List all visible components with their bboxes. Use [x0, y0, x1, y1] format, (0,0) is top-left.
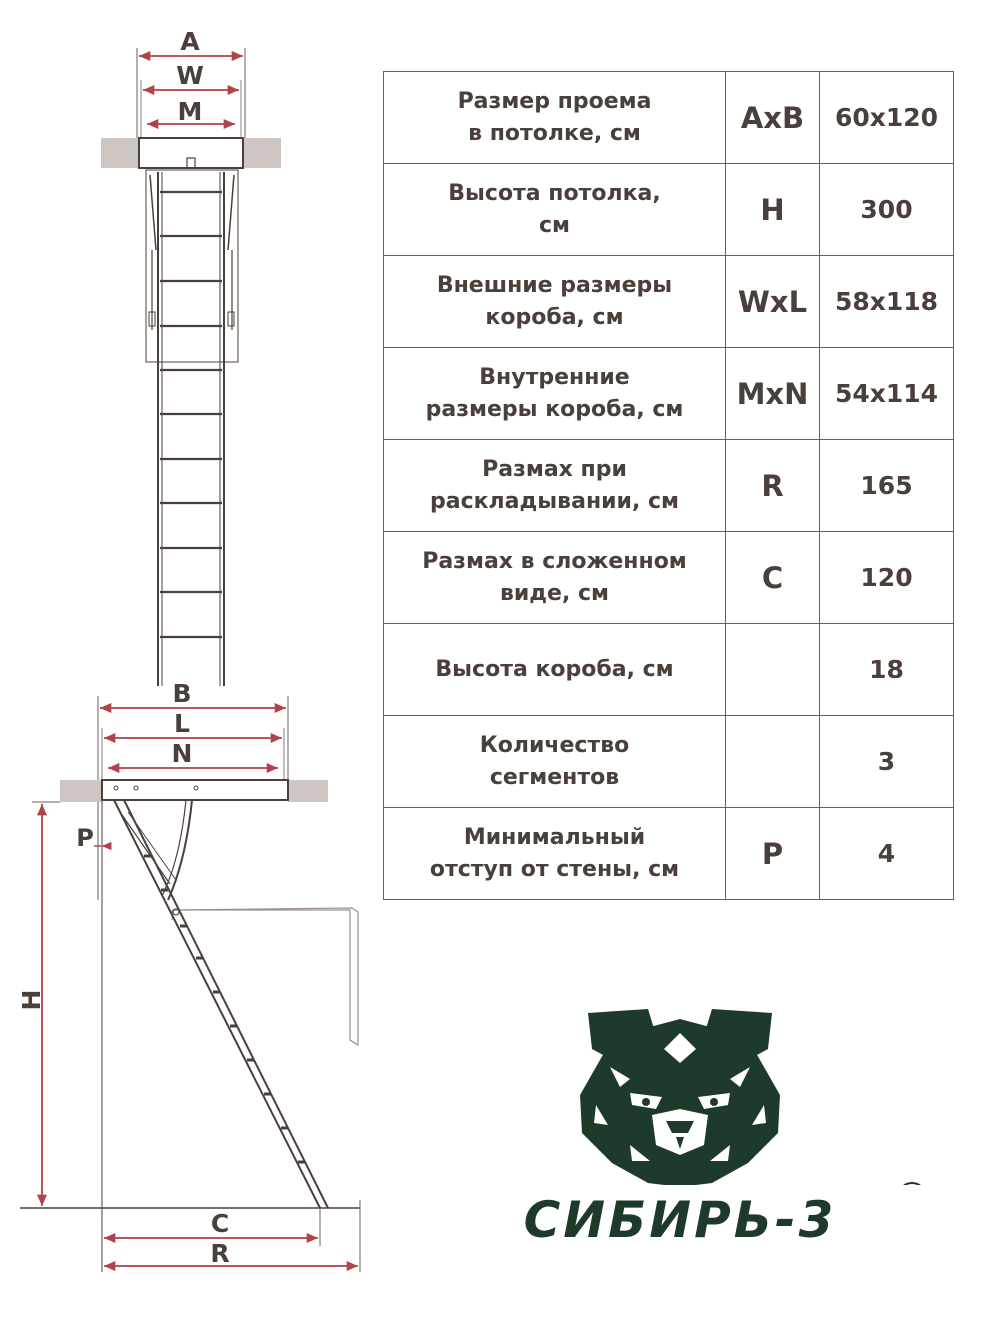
ceiling-block-right: [243, 138, 281, 168]
label-c: C: [210, 1209, 230, 1238]
table-row: [384, 256, 954, 348]
spec-symbol: [726, 716, 820, 808]
spec-symbol: R: [726, 440, 820, 532]
spec-label: Высота потолка, см: [384, 164, 726, 256]
table-row: [384, 348, 954, 440]
spec-value: 3: [820, 716, 954, 808]
spec-value: 54x114: [820, 348, 954, 440]
label-l: L: [174, 709, 190, 738]
paw-badge-icon: [898, 1183, 926, 1185]
spec-label: Количество сегментов: [384, 716, 726, 808]
ladder-rail-side-a: [114, 800, 320, 1208]
spec-value: 60x120: [820, 72, 954, 164]
label-w: W: [176, 61, 204, 90]
spec-symbol: MxN: [726, 348, 820, 440]
table-row: [384, 624, 954, 716]
spec-label: Внешние размеры короба, см: [384, 256, 726, 348]
spec-symbol: AxB: [726, 72, 820, 164]
table-row: [384, 716, 954, 808]
table-row: [384, 440, 954, 532]
spec-value: 165: [820, 440, 954, 532]
spec-label: Размер проема в потолке, см: [384, 72, 726, 164]
spec-symbol: C: [726, 532, 820, 624]
ceiling-block-side-right: [288, 780, 328, 802]
label-h: H: [17, 989, 46, 1011]
spec-label: Высота короба, см: [384, 624, 726, 716]
spec-value: 300: [820, 164, 954, 256]
spec-label: Минимальный отступ от стены, см: [384, 808, 726, 900]
spec-value: 4: [820, 808, 954, 900]
ceiling-block-left: [101, 138, 139, 168]
spec-label: Размах в сложенном виде, см: [384, 532, 726, 624]
spec-label: Размах при раскладывании, см: [384, 440, 726, 532]
bear-head-icon: [480, 1005, 940, 1185]
brand-logo: [480, 1005, 940, 1265]
label-a: A: [180, 27, 200, 56]
label-r: R: [210, 1239, 230, 1268]
ceiling-block-side-left: [60, 780, 102, 802]
label-b: B: [172, 679, 192, 708]
table-row: [384, 532, 954, 624]
specs-table: [383, 71, 954, 900]
label-p: P: [76, 824, 94, 852]
label-n: N: [171, 739, 193, 768]
hatch-box-front: [139, 138, 243, 168]
front-view: [101, 27, 281, 686]
label-m: M: [177, 97, 203, 126]
spec-symbol: H: [726, 164, 820, 256]
spec-value: 18: [820, 624, 954, 716]
spec-label: Внутренние размеры короба, см: [384, 348, 726, 440]
spec-value: 120: [820, 532, 954, 624]
spec-symbol: [726, 624, 820, 716]
table-row: [384, 808, 954, 900]
side-view: [17, 679, 360, 1272]
table-row: [384, 72, 954, 164]
spec-symbol: P: [726, 808, 820, 900]
spec-value: 58x118: [820, 256, 954, 348]
ladder-rungs-side: [144, 856, 305, 1162]
ladder-rungs-front: [160, 192, 222, 637]
spec-symbol: WxL: [726, 256, 820, 348]
table-row: [384, 164, 954, 256]
brand-name: СИБИРЬ-3: [523, 1191, 837, 1249]
